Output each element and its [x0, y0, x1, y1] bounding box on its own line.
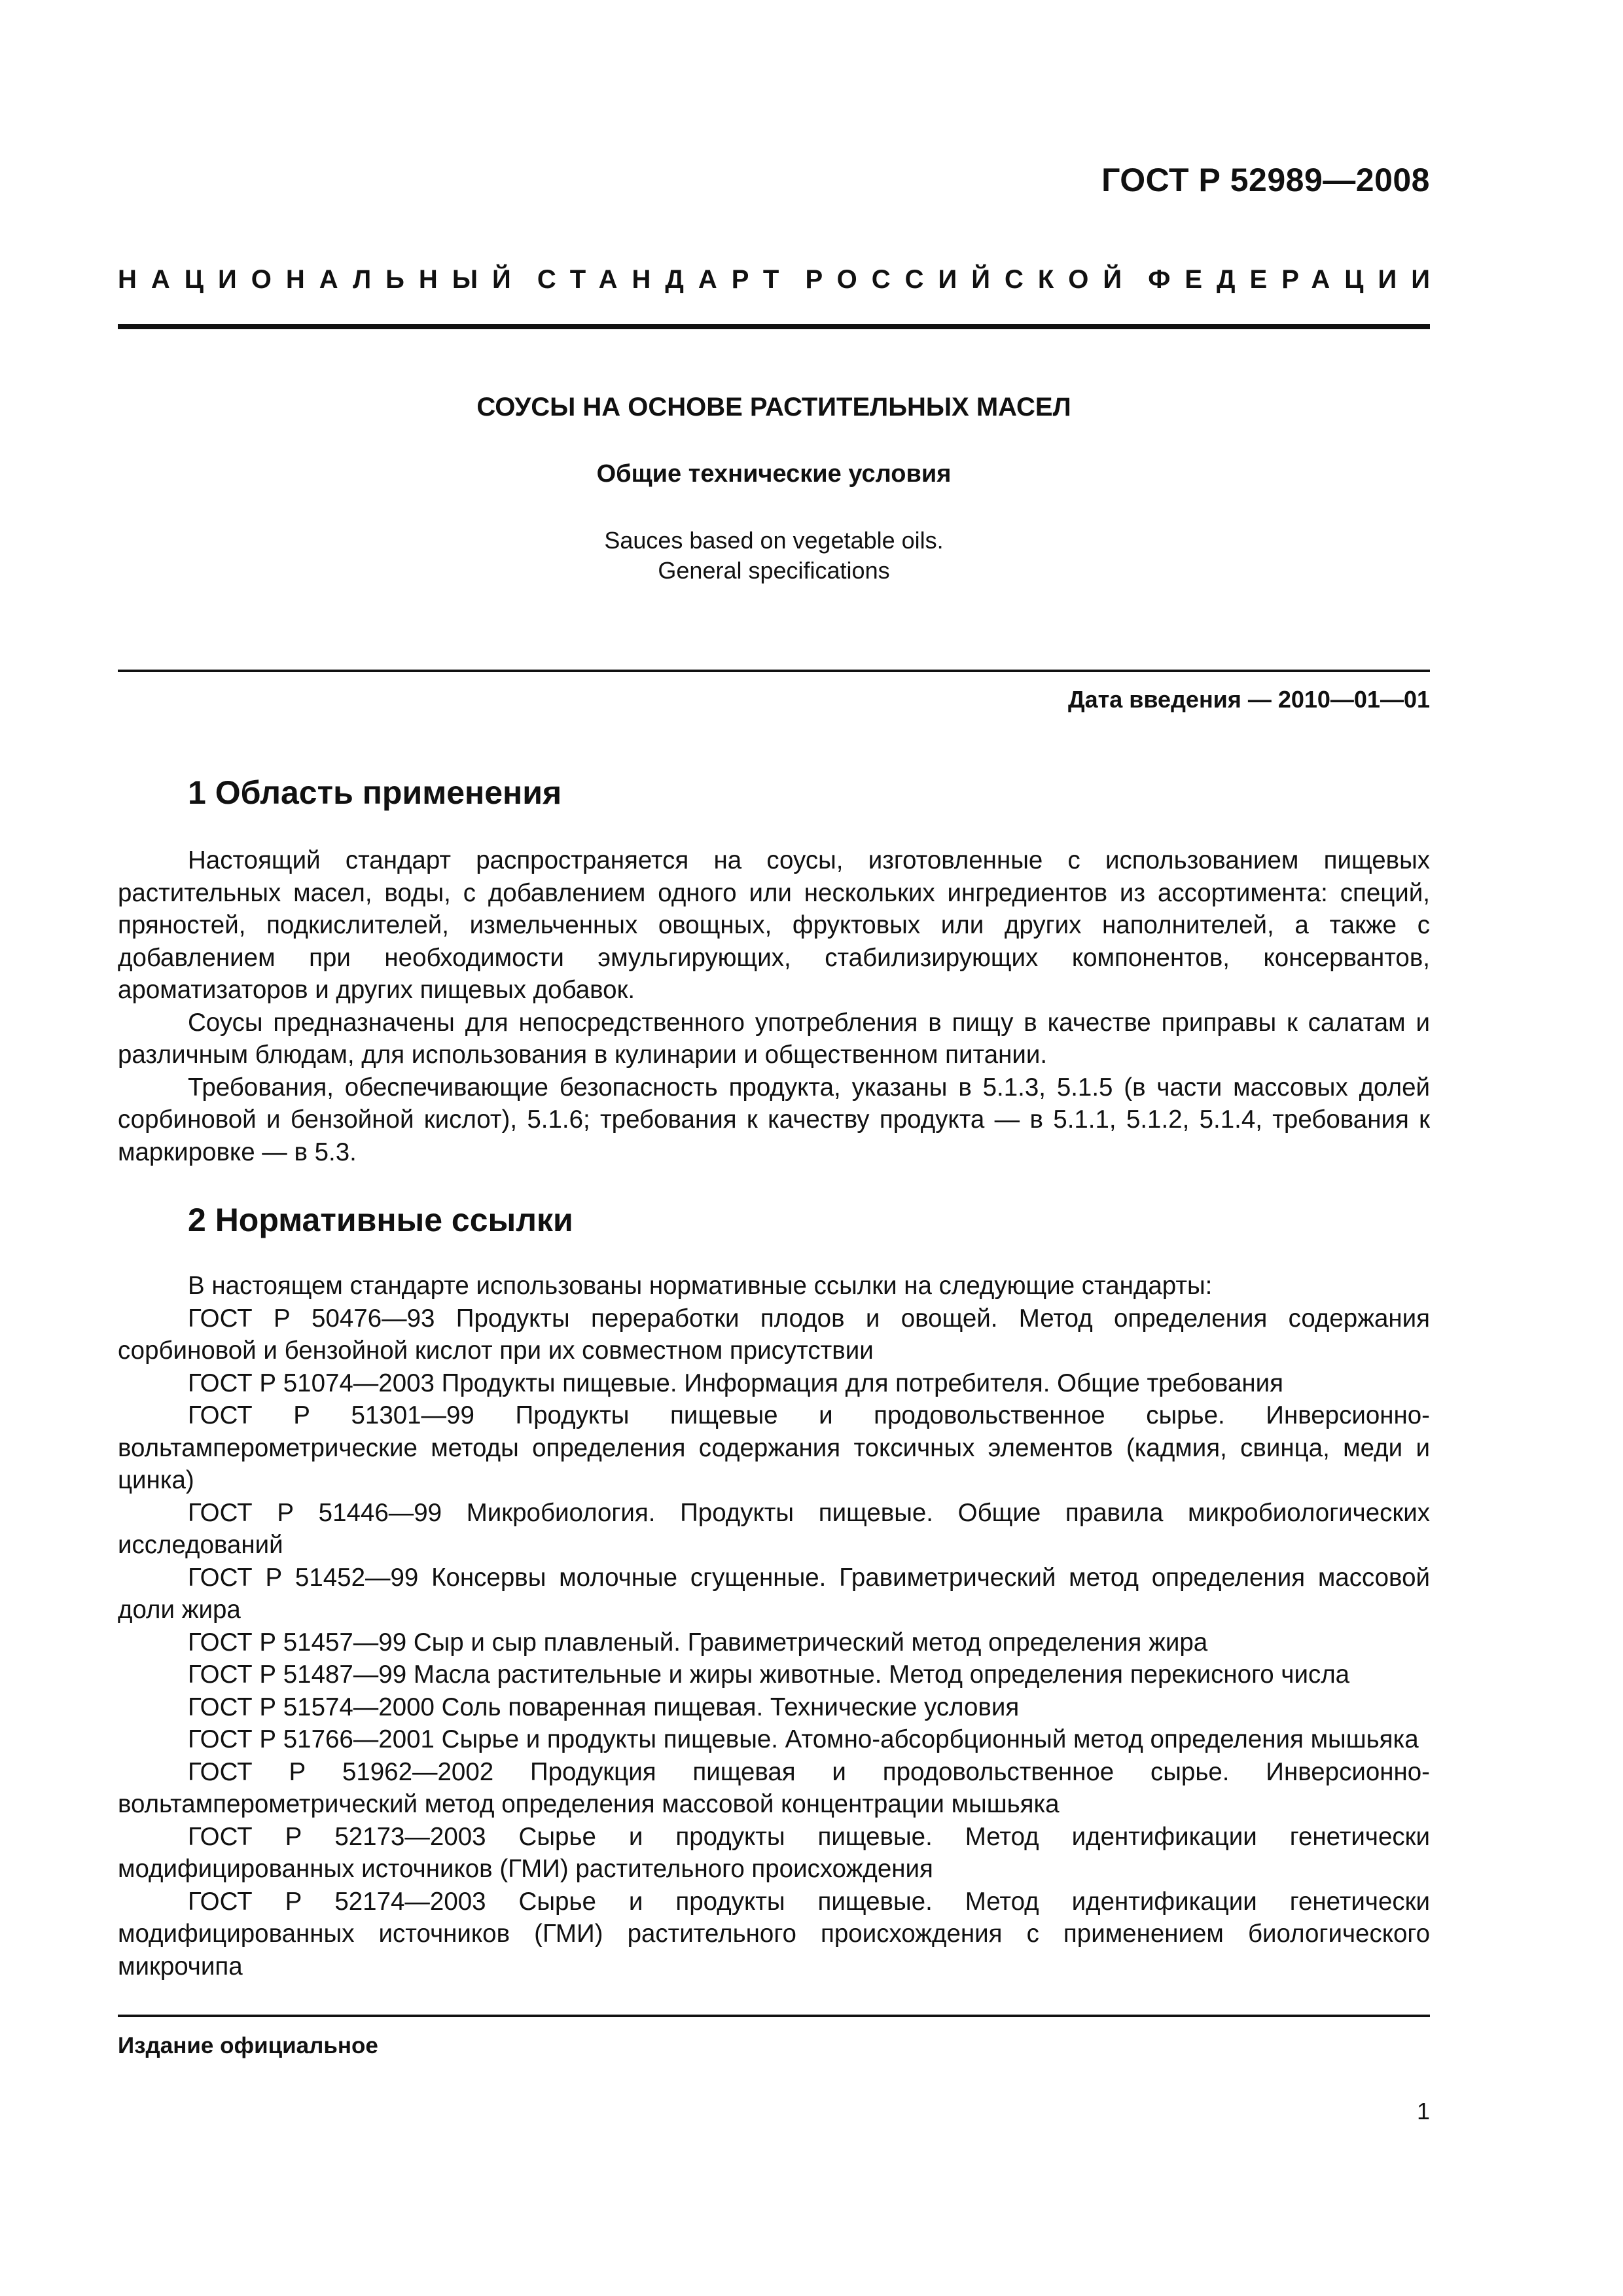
- reference-item: ГОСТ Р 51452—99 Консервы молочные сгущенные. Гравиметрический метод определения массовой доли жира: [118, 1563, 1430, 1624]
- reference-item: ГОСТ Р 51446—99 Микробиология. Продукты пищевые. Общие правила микробиологических исследований: [118, 1498, 1430, 1559]
- paragraph: Настоящий стандарт распространяется на соусы, изготовленные с использованием пищевых растительных масел, воды, с добавлением одного или нескольких ингредиентов из ассортимента: специй, пряностей, подкислителей, измельченных овощных, фруктовых или других наполнителей, а также с добавлением при необходимости эмульгирующих, стабилизирующих компонентов, консервантов, ароматизаторов и других пищевых добавок.: [118, 846, 1430, 1004]
- introduction-date: Дата введения — 2010—01—01: [1067, 686, 1430, 713]
- footer-rule: [118, 2015, 1430, 2017]
- paragraph: Требования, обеспечивающие безопасность продукта, указаны в 5.1.3, 5.1.5 (в части массовых долей сорбиновой и бензойной кислот), 5.1.6; требования к качеству продукта — в 5.1.1, 5.1.2, 5.1.4, требования к маркировке — в 5.3.: [118, 1073, 1430, 1166]
- section-heading: 1 Область применения: [188, 774, 562, 811]
- section-1-body: [118, 844, 1430, 1168]
- banner-word: НАЦИОНАЛЬНЫЙ: [118, 265, 526, 294]
- paragraph: Соусы предназначены для непосредственного употребления в пищу в качестве приправы к салатам и различным блюдам, для использования в кулинарии и общественном питании.: [118, 1008, 1430, 1069]
- banner-word: РОССИЙСКОЙ: [805, 265, 1137, 294]
- reference-item: ГОСТ Р 50476—93 Продукты переработки плодов и овощей. Метод определения содержания сорбиновой и бензойной кислот при их совместном присутствии: [118, 1304, 1430, 1365]
- reference-item: ГОСТ Р 51766—2001 Сырье и продукты пищевые. Атомно-абсорбционный метод определения мышьяка: [188, 1725, 1419, 1753]
- reference-item: ГОСТ Р 51962—2002 Продукция пищевая и продовольственное сырье. Инверсионно-вольтамперометрический метод определения массовой концентрации мышьяка: [118, 1757, 1430, 1818]
- reference-item: ГОСТ Р 51574—2000 Соль поваренная пищевая. Технические условия: [188, 1693, 1020, 1721]
- reference-item: ГОСТ Р 51301—99 Продукты пищевые и продовольственное сырье. Инверсионно-вольтамперометрические методы определения содержания токсичных элементов (кадмия, свинца, меди и цинка): [118, 1401, 1430, 1494]
- banner-word: ФЕДЕРАЦИИ: [1148, 265, 1444, 294]
- section-heading: 2 Нормативные ссылки: [188, 1202, 573, 1238]
- reference-item: ГОСТ Р 52174—2003 Сырье и продукты пищевые. Метод идентификации генетически модифицированных источников (ГМИ) растительного происхождения с применением биологического микрочипа: [118, 1887, 1430, 1981]
- paragraph: В настоящем стандарте использованы нормативные ссылки на следующие стандарты:: [188, 1272, 1213, 1300]
- english-title-line: Sauces based on vegetable oils.: [604, 527, 944, 554]
- official-edition-label: Издание официальное: [118, 2033, 378, 2058]
- standard-number: ГОСТ Р 52989—2008: [1101, 162, 1430, 198]
- reference-item: ГОСТ Р 51487—99 Масла растительные и жиры животные. Метод определения перекисного числа: [188, 1660, 1350, 1689]
- page-number: 1: [1416, 2098, 1430, 2125]
- banner-word: СТАНДАРТ: [537, 265, 794, 294]
- header-rule: [118, 324, 1430, 329]
- reference-item: ГОСТ Р 51074—2003 Продукты пищевые. Информация для потребителя. Общие требования: [188, 1369, 1283, 1397]
- reference-item: ГОСТ Р 52173—2003 Сырье и продукты пищевые. Метод идентификации генетически модифицированных источников (ГМИ) растительного происхождения: [118, 1822, 1430, 1883]
- english-title-line: General specifications: [658, 557, 890, 584]
- document-subtitle: Общие технические условия: [596, 460, 952, 488]
- section-2-body: [118, 1270, 1430, 1982]
- title-rule: [118, 670, 1430, 672]
- national-standard-banner: [118, 265, 1444, 295]
- english-title: [118, 526, 1430, 586]
- document-title: СОУСЫ НА ОСНОВЕ РАСТИТЕЛЬНЫХ МАСЕЛ: [476, 393, 1071, 422]
- reference-item: ГОСТ Р 51457—99 Сыр и сыр плавленый. Гравиметрический метод определения жира: [188, 1628, 1208, 1657]
